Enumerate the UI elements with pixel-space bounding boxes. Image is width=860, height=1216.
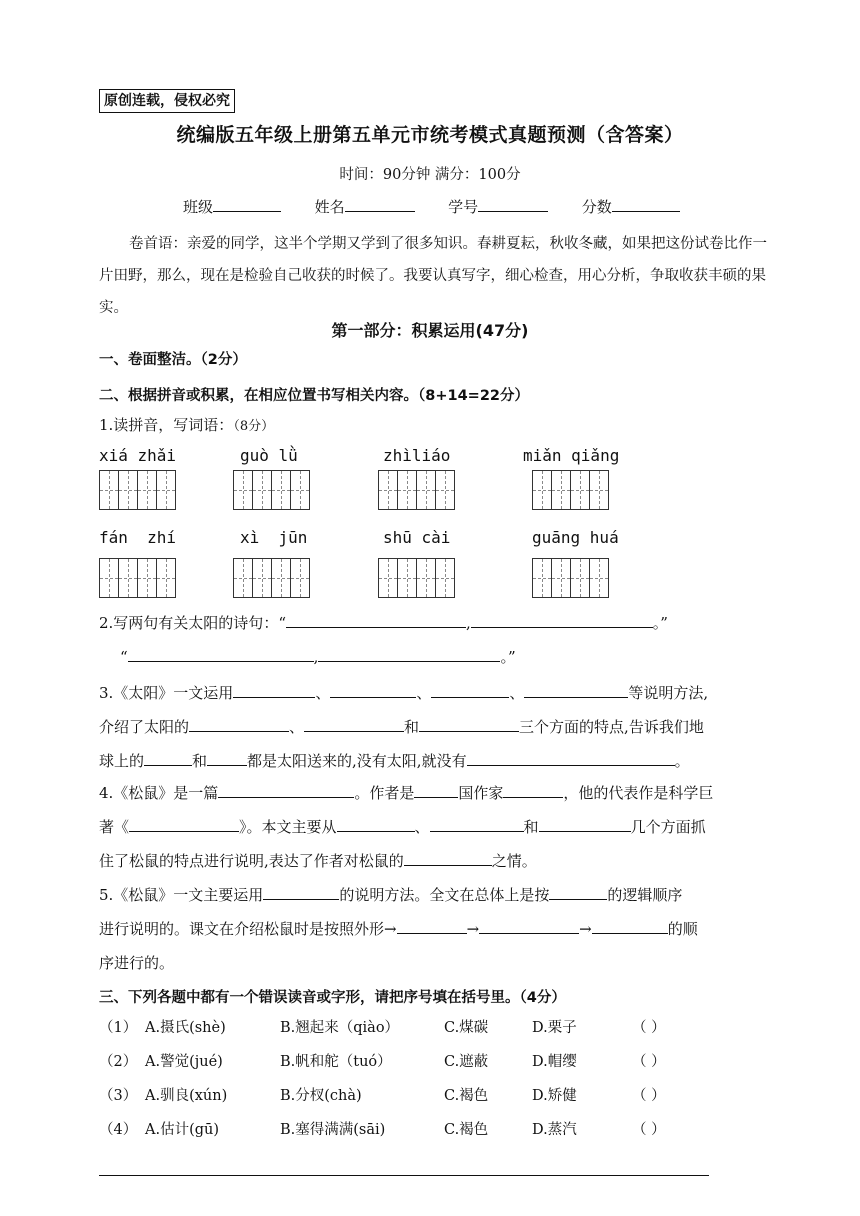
writing-grid-6[interactable]: [233, 558, 309, 598]
q4-blank-5[interactable]: [337, 816, 415, 832]
writing-grid-4[interactable]: [532, 470, 608, 510]
q3-blank-2[interactable]: [330, 682, 416, 698]
q4-line3: 住了松鼠的特点进行说明,表达了作者对松鼠的 之情。: [99, 852, 537, 870]
q5-line2: 进行说明的。课文在介绍松鼠时是按照外形→ → → 的顺: [99, 920, 698, 938]
q3-blank-4[interactable]: [524, 682, 628, 698]
class-label: 班级: [183, 198, 214, 216]
answer-paren-2[interactable]: （ ）: [632, 1054, 666, 1070]
q3-blank-7[interactable]: [419, 716, 519, 732]
writing-grid-3[interactable]: [378, 470, 454, 510]
writing-grid-2[interactable]: [233, 470, 309, 510]
poem-blank-1[interactable]: [286, 612, 466, 628]
part1-heading: 第一部分：积累运用(47分): [331, 321, 529, 340]
score-label: 分数: [581, 198, 612, 216]
q5-blank-1[interactable]: [263, 884, 339, 900]
q4-line1: 4.《松鼠》是一篇 。作者是 国作家 ，他的代表作是科学巨: [99, 784, 714, 802]
pinyin-8: guāng huá: [532, 528, 619, 547]
q5-line3: 序进行的。: [99, 954, 175, 972]
poem-blank-3[interactable]: [128, 646, 314, 662]
student-no-blank[interactable]: [478, 196, 548, 212]
q5-blank-5[interactable]: [592, 918, 668, 934]
page-title: 统编版五年级上册第五单元市统考模式真题预测（含答案）: [176, 124, 684, 146]
pinyin-4: miǎn qiǎng: [523, 446, 620, 465]
copyright-stamp: 原创连载，侵权必究: [99, 89, 235, 113]
pinyin-3: zhìliáo: [383, 446, 451, 465]
pinyin-7: shū cài: [383, 528, 451, 547]
q3-blank-9[interactable]: [207, 750, 247, 766]
poem-blank-2[interactable]: [471, 612, 653, 628]
q3-blank-10[interactable]: [467, 750, 675, 766]
student-fields: [183, 196, 680, 217]
q2-line1: 2.写两句有关太阳的诗句：“ , 。”: [99, 614, 668, 632]
name-label: 姓名: [314, 198, 345, 216]
section1-heading: 一、卷面整洁。（2分）: [99, 352, 247, 368]
q4-blank-3[interactable]: [503, 782, 563, 798]
q4-blank-7[interactable]: [539, 816, 631, 832]
exam-info: 时间：90分钟 满分：100分: [339, 167, 521, 183]
section2-heading: 二、根据拼音或积累，在相应位置书写相关内容。（8+14=22分）: [99, 388, 529, 404]
q4-blank-2[interactable]: [414, 782, 458, 798]
answer-paren-3[interactable]: （ ）: [632, 1088, 666, 1104]
score-blank[interactable]: [612, 196, 680, 212]
student-no-label: 学号: [448, 198, 479, 216]
q3-blank-8[interactable]: [144, 750, 192, 766]
q5-blank-3[interactable]: [397, 918, 467, 934]
q4-blank-6[interactable]: [430, 816, 524, 832]
q4-blank-4[interactable]: [129, 816, 239, 832]
answer-paren-4[interactable]: （ ）: [632, 1122, 666, 1138]
q3-line3: 球上的 和 都是太阳送来的,没有太阳,就没有 。: [99, 752, 690, 770]
q2-line2: “ , 。”: [120, 648, 516, 666]
poem-blank-4[interactable]: [318, 646, 500, 662]
intro-paragraph: 卷首语：亲爱的同学，这半个学期又学到了很多知识。春耕夏耘，秋收冬藏，如果把这份试卷比作一片田野，那么，现在是检验自己收获的时候了。我要认真写字，细心检查，用心分析，争取收获丰硕的果实。: [99, 236, 767, 316]
q5-blank-2[interactable]: [549, 884, 607, 900]
name-blank[interactable]: [345, 196, 415, 212]
section3-heading: 三、下列各题中都有一个错误读音或字形，请把序号填在括号里。（4分）: [99, 990, 566, 1006]
q3-blank-6[interactable]: [304, 716, 404, 732]
footer-divider: [99, 1175, 709, 1176]
q4-blank-8[interactable]: [404, 850, 492, 866]
choice-row-1: （1） A.摄氏(shè) B.翘起来（qiào） C.煤碳 D.栗子 （ ）: [99, 1020, 666, 1036]
class-blank[interactable]: [213, 196, 281, 212]
q3-line2: 介绍了太阳的 、 和 三个方面的特点,告诉我们地: [99, 718, 704, 736]
pinyin-2: guò lǜ: [240, 446, 298, 465]
q4-line2: 著《 》。本文主要从 、 和 几个方面抓: [99, 818, 706, 836]
q3-line1: 3.《太阳》一文运用 、 、 、 等说明方法,: [99, 684, 709, 702]
pinyin-6: xì jūn: [240, 528, 308, 547]
writing-grid-8[interactable]: [532, 558, 608, 598]
choice-row-3: （3） A.驯良(xún) B.分杈(chà) C.褐色 D.矫健 （ ）: [99, 1088, 666, 1104]
q3-blank-3[interactable]: [431, 682, 509, 698]
pinyin-5: fán zhí: [99, 528, 177, 547]
q3-blank-1[interactable]: [233, 682, 315, 698]
q3-blank-5[interactable]: [189, 716, 289, 732]
choice-row-4: （4） A.估计(gū) B.塞得满满(sāi) C.褐色 D.蒸汽 （ ）: [99, 1122, 666, 1138]
q5-line1: 5.《松鼠》一文主要运用 的说明方法。全文在总体上是按 的逻辑顺序: [99, 886, 683, 904]
pinyin-1: xiá zhǎi: [99, 446, 177, 465]
answer-paren-1[interactable]: （ ）: [632, 1020, 666, 1036]
writing-grid-7[interactable]: [378, 558, 454, 598]
writing-grid-5[interactable]: [99, 558, 175, 598]
writing-grid-1[interactable]: [99, 470, 175, 510]
choice-row-2: （2） A.警觉(jué) B.帆和舵（tuó） C.遮蔽 D.帽缨 （ ）: [99, 1054, 666, 1070]
q1-prompt: 1.读拼音，写词语：（8分）: [99, 416, 275, 434]
q5-blank-4[interactable]: [479, 918, 579, 934]
q4-blank-1[interactable]: [218, 782, 354, 798]
